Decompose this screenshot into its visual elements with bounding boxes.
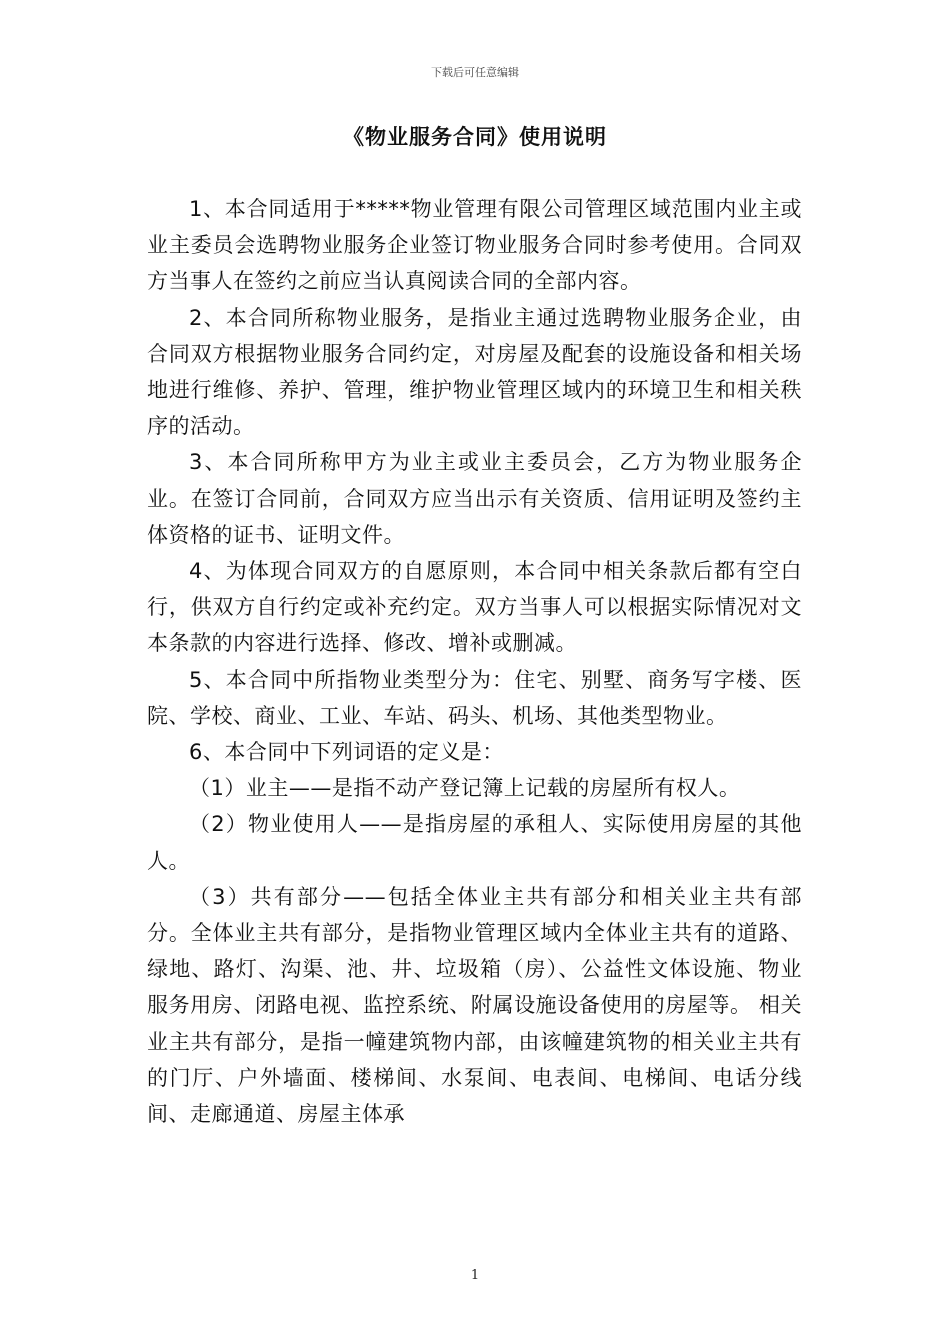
paragraph-3: 3、本合同所称甲方为业主或业主委员会，乙方为物业服务企业。在签订合同前，合同双方应当出示有关资质、信用证明及签约主体资格的证书、证明文件。 xyxy=(147,450,802,547)
page-header-note: 下载后可任意编辑 xyxy=(431,66,519,79)
paragraph-2: 2、本合同所称物业服务，是指业主通过选聘物业服务企业，由合同双方根据物业服务合同约定，对房屋及配套的设施设备和相关场地进行维修、养护、管理，维护物业管理区域内的环境卫生和相关秩序的活动。 xyxy=(147,305,802,439)
definition-common-parts: （3）共有部分——包括全体业主共有部分和相关业主共有部分。全体业主共有部分，是指物业管理区域内全体业主共有的道路、绿地、路灯、沟渠、池、井、垃圾箱（房）、公益性文体设施、物业服务用房、闭路电视、监控系统、附属设施设备使用的房屋等。 相关业主共有部分，是指一幢建筑物内部，由该幢建筑物的相关业主共有的门厅、户外墙面、楼梯间、水泵间、电表间、电梯间、电话分线间、走廊通道、房屋主体承 xyxy=(147,884,802,1127)
definition-property-user: （2）物业使用人——是指房屋的承租人、实际使用房屋的其他人。 xyxy=(147,812,802,873)
document-body xyxy=(147,191,802,1132)
paragraph-1: 1、本合同适用于*****物业管理有限公司管理区域范围内业主或业主委员会选聘物业服务企业签订物业服务合同时参考使用。合同双方当事人在签约之前应当认真阅读合同的全部内容。 xyxy=(147,197,802,294)
paragraph-6: 6、本合同中下列词语的定义是： xyxy=(189,740,504,765)
paragraph-5: 5、本合同中所指物业类型分为：住宅、别墅、商务写字楼、医院、学校、商业、工业、车站、码头、机场、其他类型物业。 xyxy=(147,667,802,728)
definition-owner: （1）业主——是指不动产登记簿上记载的房屋所有权人。 xyxy=(189,776,741,801)
document-title: 《物业服务合同》使用说明 xyxy=(343,125,607,149)
page-number: 1 xyxy=(470,1268,480,1283)
paragraph-4: 4、为体现合同双方的自愿原则，本合同中相关条款后都有空白行，供双方自行约定或补充约定。双方当事人可以根据实际情况对文本条款的内容进行选择、修改、增补或删减。 xyxy=(147,559,802,656)
